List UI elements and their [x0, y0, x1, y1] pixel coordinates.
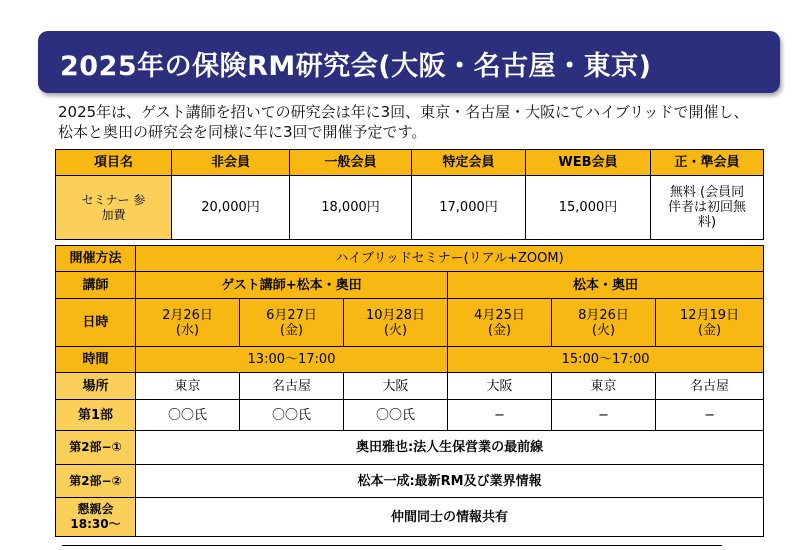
bottom-divider	[62, 545, 722, 546]
fee-specific: 17,000円	[412, 176, 526, 240]
venue-cell: 名古屋	[656, 373, 764, 400]
venue-cell: 大阪	[448, 373, 552, 400]
part1-cell: 〇〇氏	[136, 400, 240, 431]
time-label: 時間	[56, 347, 136, 373]
page-title: 2025年の保険RM研究会(大阪・名古屋・東京)	[60, 51, 652, 82]
method-value: ハイブリッドセミナー(リアル+ZOOM)	[136, 246, 764, 272]
part2-2-label: 第2部−②	[56, 465, 136, 498]
fee-row-label: セミナー 参加費	[56, 176, 172, 240]
fee-table	[55, 149, 764, 240]
venue-cell: 東京	[552, 373, 656, 400]
part1-label: 第1部	[56, 400, 136, 431]
schedule-table	[55, 245, 764, 537]
social-value: 仲間同士の情報共有	[136, 498, 764, 537]
lecturer-row	[56, 272, 764, 299]
date-cell: 6月27日 (金)	[240, 299, 344, 347]
fee-general: 18,000円	[290, 176, 412, 240]
time-group1: 13:00〜17:00	[136, 347, 448, 373]
fee-nonmember: 20,000円	[172, 176, 290, 240]
date-cell: 8月26日 (火)	[552, 299, 656, 347]
fee-regular-free: 無料 (会員同伴者は初回無料)	[651, 176, 764, 240]
part2-1-row	[56, 431, 764, 465]
fee-header-web: WEB会員	[526, 150, 651, 176]
part2-1-label: 第2部−①	[56, 431, 136, 465]
time-group2: 15:00〜17:00	[448, 347, 764, 373]
social-row	[56, 498, 764, 537]
fee-header-nonmember: 非会員	[172, 150, 290, 176]
fee-web: 15,000円	[526, 176, 651, 240]
date-cell: 12月19日 (金)	[656, 299, 764, 347]
lecturer-group1: ゲスト講師+松本・奥田	[136, 272, 448, 299]
date-cell: 4月25日 (金)	[448, 299, 552, 347]
method-label: 開催方法	[56, 246, 136, 272]
fee-header-item: 項目名	[56, 150, 172, 176]
part1-cell: 〇〇氏	[344, 400, 448, 431]
social-label: 懇親会 18:30〜	[56, 498, 136, 537]
date-cell: 2月26日 (水)	[136, 299, 240, 347]
time-row	[56, 347, 764, 373]
part1-cell: 〇〇氏	[240, 400, 344, 431]
date-row	[56, 299, 764, 347]
venue-row	[56, 373, 764, 400]
venue-label: 場所	[56, 373, 136, 400]
part2-2-value: 松本一成:最新RM及び業界情報	[136, 465, 764, 498]
venue-cell: 大阪	[344, 373, 448, 400]
lecturer-label: 講師	[56, 272, 136, 299]
part1-cell: −	[448, 400, 552, 431]
date-cell: 10月28日 (火)	[344, 299, 448, 347]
part1-row	[56, 400, 764, 431]
fee-header-specific: 特定会員	[412, 150, 526, 176]
fee-header-row	[56, 150, 764, 176]
title-banner	[38, 31, 780, 93]
fee-header-regular: 正・準会員	[651, 150, 764, 176]
venue-cell: 東京	[136, 373, 240, 400]
part2-1-value: 奥田雅也:法人生保営業の最前線	[136, 431, 764, 465]
method-row	[56, 246, 764, 272]
venue-cell: 名古屋	[240, 373, 344, 400]
fee-header-general: 一般会員	[290, 150, 412, 176]
date-label: 日時	[56, 299, 136, 347]
fee-row	[56, 176, 764, 240]
part1-cell: −	[656, 400, 764, 431]
part2-2-row	[56, 465, 764, 498]
intro-text: 2025年は、ゲスト講師を招いての研究会は年に3回、東京・名古屋・大阪にてハイブリッドで開催し、松本と奥田の研究会を同様に年に3回で開催予定です。	[58, 103, 749, 141]
part1-cell: −	[552, 400, 656, 431]
lecturer-group2: 松本・奥田	[448, 272, 764, 299]
